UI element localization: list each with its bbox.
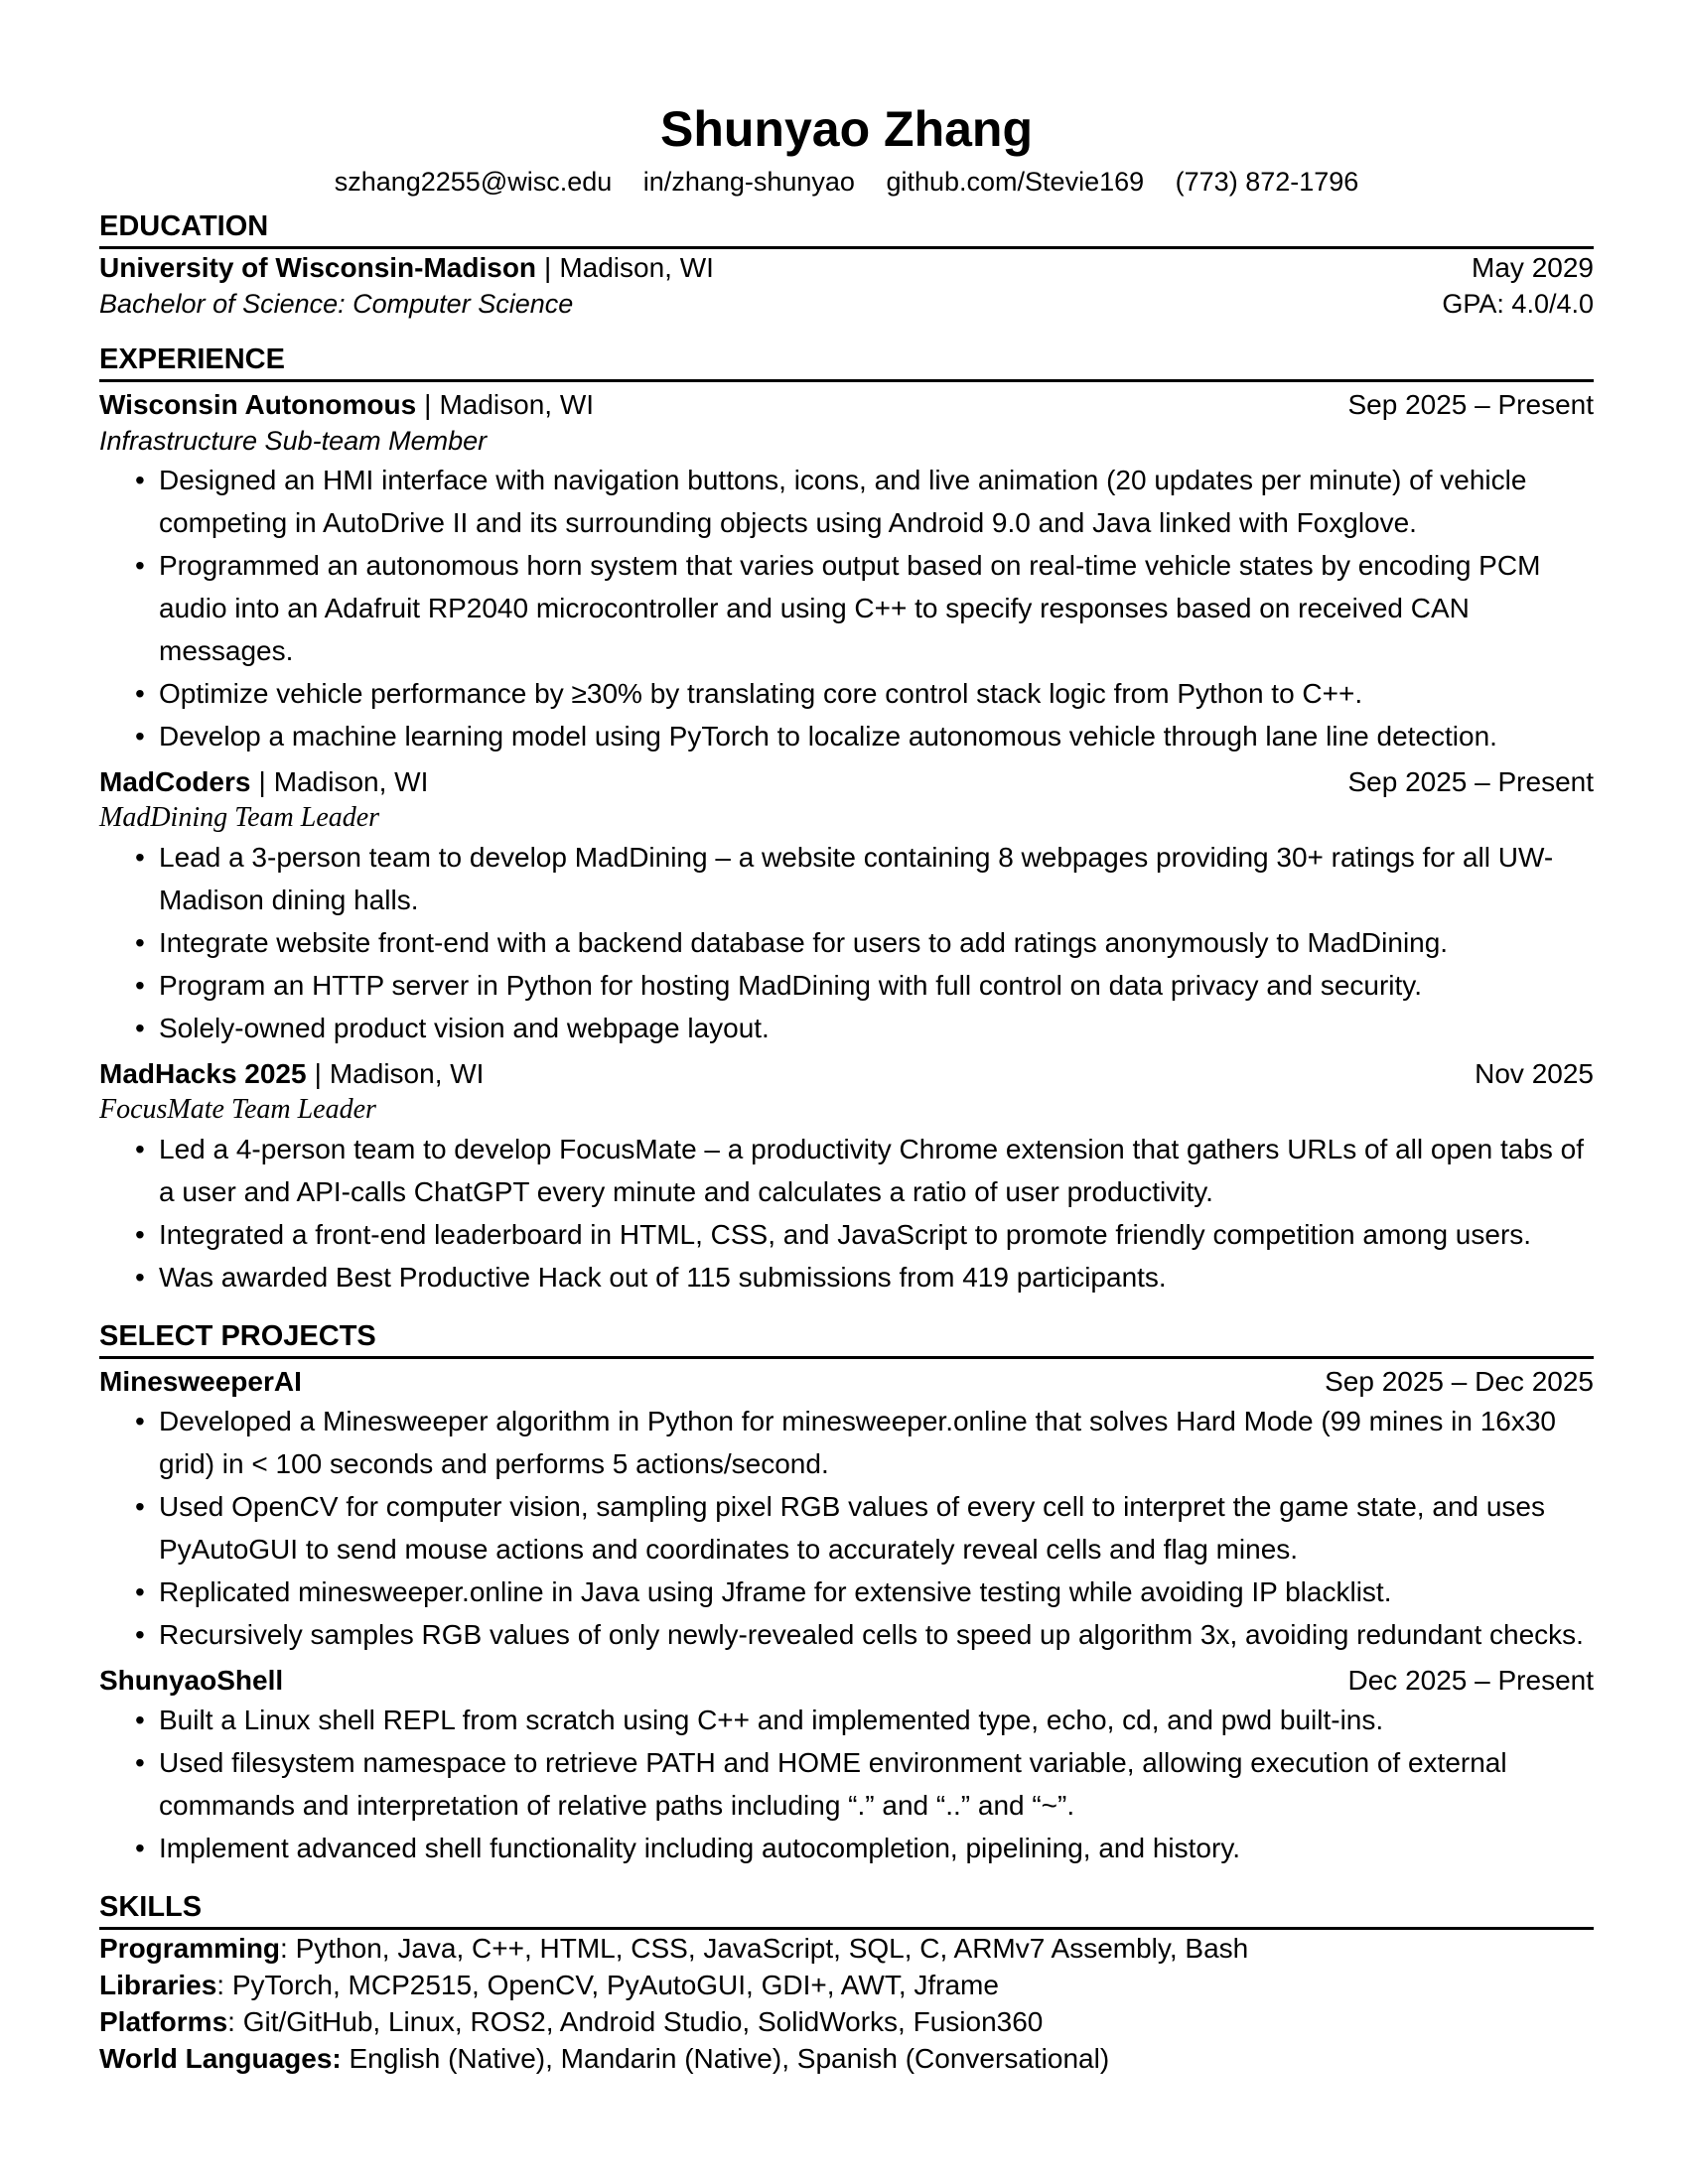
experience-bullets — [99, 836, 1594, 1049]
skills-line-languages — [99, 2040, 1594, 2077]
bullet-item: • Lead a 3-person team to develop MadDining – a website containing 8 webpages providing 30+ ratings for all UW-Madison dining halls. — [99, 836, 1594, 921]
project-header — [99, 1363, 1594, 1400]
skills-value: PyTorch, MCP2515, OpenCV, PyAutoGUI, GDI+, AWT, Jframe — [224, 1970, 999, 2000]
separator: | — [424, 389, 432, 420]
linkedin-link[interactable]: in/zhang-shunyao — [642, 167, 855, 197]
bullet-item: • Solely-owned product vision and webpage layout. — [99, 1007, 1594, 1049]
skills-label: Platforms — [99, 2006, 228, 2037]
experience-date: Sep 2025 – Present — [1347, 766, 1594, 797]
bullet-item: • Designed an HMI interface with navigation buttons, icons, and live animation (20 updates per minute) of vehicle competing in AutoDrive II and its surrounding objects using Android 9.0 and Java linked with Foxglove. — [99, 459, 1594, 544]
experience-entry — [99, 763, 1594, 1049]
project-name: MinesweeperAI — [99, 1366, 302, 1397]
section-title-experience: EXPERIENCE — [99, 341, 1594, 382]
bullet-item: • Integrated a front-end leaderboard in HTML, CSS, and JavaScript to promote friendly competition among users. — [99, 1213, 1594, 1256]
gpa: GPA: 4.0/4.0 — [1442, 289, 1594, 319]
experience-header — [99, 763, 1594, 800]
experience-date: Sep 2025 – Present — [1347, 389, 1594, 420]
experience-location: Madison, WI — [273, 766, 429, 797]
bullet-item: • Programmed an autonomous horn system that varies output based on real-time vehicle states by encoding PCM audio into an Adafruit RP2040 microcontroller and using C++ to specify responses based on received CAN messages. — [99, 544, 1594, 672]
section-title-projects: SELECT PROJECTS — [99, 1318, 1594, 1359]
skills-colon: : — [280, 1933, 288, 1964]
project-name: ShunyaoShell — [99, 1665, 284, 1696]
skills-line-platforms — [99, 2003, 1594, 2040]
github-link[interactable]: github.com/Stevie169 — [886, 167, 1145, 197]
project-date: Dec 2025 – Present — [1347, 1665, 1594, 1696]
school-location: Madison, WI — [559, 252, 714, 283]
experience-entry — [99, 386, 1594, 757]
experience-header — [99, 1055, 1594, 1092]
bullet-item: • Integrate website front-end with a backend database for users to add ratings anonymously to MadDining. — [99, 921, 1594, 964]
resume-page — [99, 99, 1594, 2077]
bullet-item: • Used OpenCV for computer vision, sampling pixel RGB values of every cell to interpret the game state, and uses PyAutoGUI to send mouse actions and coordinates to accurately reveal cells and flag mines. — [99, 1485, 1594, 1570]
contact-line — [99, 165, 1594, 199]
bullet-item: • Recursively samples RGB values of only newly-revealed cells to speed up algorithm 3x, avoiding redundant checks. — [99, 1613, 1594, 1656]
project-entry — [99, 1662, 1594, 1869]
experience-bullets — [99, 1128, 1594, 1298]
project-bullets — [99, 1400, 1594, 1656]
skills-label: Programming — [99, 1933, 281, 1964]
experience-role: Infrastructure Sub-team Member — [99, 426, 488, 456]
skills-colon: : — [216, 1970, 225, 2000]
skills-label: Libraries — [99, 1970, 217, 2000]
skills-colon: : — [227, 2006, 235, 2037]
section-title-skills: SKILLS — [99, 1889, 1594, 1930]
bullet-item: • Led a 4-person team to develop FocusMate – a productivity Chrome extension that gathers URLs of all open tabs of a user and API-calls ChatGPT every minute and calculates a ratio of user productivity. — [99, 1128, 1594, 1213]
experience-org-line — [99, 386, 594, 423]
skills-line-libraries — [99, 1967, 1594, 2003]
education-org — [99, 249, 714, 286]
project-date: Sep 2025 – Dec 2025 — [1325, 1366, 1594, 1397]
skills-value: English (Native), Mandarin (Native), Spanish (Conversational) — [341, 2043, 1110, 2074]
bullet-item: • Used filesystem namespace to retrieve PATH and HOME environment variable, allowing execution of external commands and interpretation of relative paths including “.” and “..” and “~”. — [99, 1741, 1594, 1827]
experience-org-line — [99, 763, 428, 800]
education-row — [99, 249, 1594, 286]
experience-bullets — [99, 459, 1594, 757]
experience-role: FocusMate Team Leader — [99, 1094, 376, 1125]
separator: | — [258, 766, 266, 797]
experience-entry — [99, 1055, 1594, 1298]
experience-location: Madison, WI — [329, 1058, 485, 1089]
education-sub — [99, 286, 1594, 322]
experience-org: Wisconsin Autonomous — [99, 389, 417, 420]
project-name-line — [99, 1662, 283, 1699]
project-name-line — [99, 1363, 302, 1400]
project-bullets — [99, 1699, 1594, 1869]
bullet-item: • Develop a machine learning model using PyTorch to localize autonomous vehicle through lane line detection. — [99, 715, 1594, 757]
bullet-item: • Built a Linux shell REPL from scratch using C++ and implemented type, echo, cd, and pwd built-ins. — [99, 1699, 1594, 1741]
education-date: May 2029 — [1472, 252, 1594, 283]
experience-header — [99, 386, 1594, 423]
experience-location: Madison, WI — [439, 389, 595, 420]
skills-label: World Languages: — [99, 2043, 342, 2074]
bullet-item: • Was awarded Best Productive Hack out of 115 submissions from 419 participants. — [99, 1256, 1594, 1298]
experience-date: Nov 2025 — [1475, 1058, 1594, 1089]
phone-number: (773) 872-1796 — [1175, 167, 1359, 197]
experience-org-line — [99, 1055, 484, 1092]
bullet-item: • Program an HTTP server in Python for hosting MadDining with full control on data privacy and security. — [99, 964, 1594, 1007]
project-entry — [99, 1363, 1594, 1656]
email-link[interactable]: szhang2255@wisc.edu — [334, 167, 613, 197]
bullet-item: • Replicated minesweeper.online in Java using Jframe for extensive testing while avoiding IP blacklist. — [99, 1570, 1594, 1613]
skills-value: Python, Java, C++, HTML, CSS, JavaScript, SQL, C, ARMv7 Assembly, Bash — [287, 1933, 1249, 1964]
resume-name: Shunyao Zhang — [660, 101, 1033, 157]
experience-role: MadDining Team Leader — [99, 802, 380, 833]
school-name: University of Wisconsin-Madison — [99, 252, 537, 283]
bullet-item: • Developed a Minesweeper algorithm in Python for minesweeper.online that solves Hard Mode (99 mines in 16x30 grid) in < 100 seconds and performs 5 actions/second. — [99, 1400, 1594, 1485]
degree: Bachelor of Science: Computer Science — [99, 289, 574, 319]
separator: | — [544, 252, 552, 283]
bullet-item: • Optimize vehicle performance by ≥30% by translating core control stack logic from Python to C++. — [99, 672, 1594, 715]
experience-org: MadHacks 2025 — [99, 1058, 307, 1089]
skills-line-programming — [99, 1930, 1594, 1967]
separator: | — [314, 1058, 322, 1089]
project-header — [99, 1662, 1594, 1699]
bullet-item: • Implement advanced shell functionality including autocompletion, pipelining, and history. — [99, 1827, 1594, 1869]
experience-org: MadCoders — [99, 766, 251, 797]
skills-value: Git/GitHub, Linux, ROS2, Android Studio, SolidWorks, Fusion360 — [234, 2006, 1044, 2037]
section-title-education: EDUCATION — [99, 208, 1594, 249]
